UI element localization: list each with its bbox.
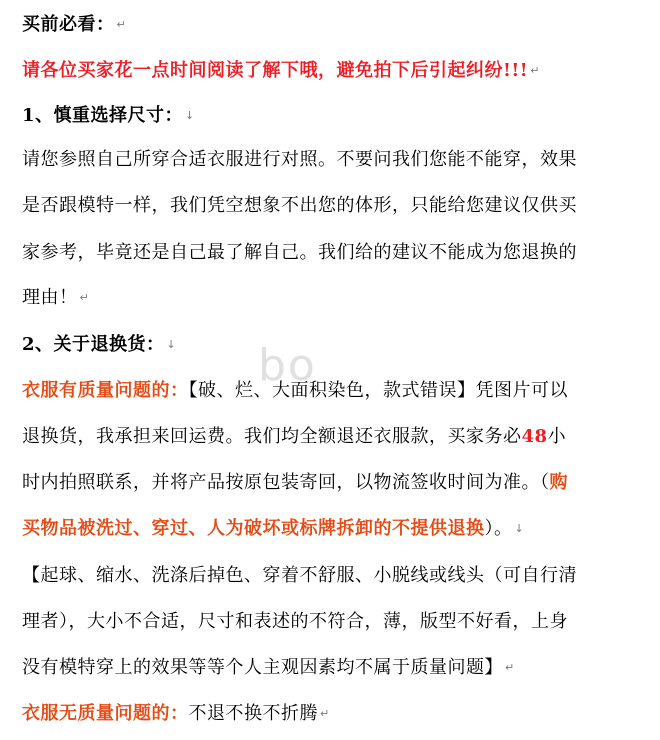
line-break-icon: ↓ <box>166 338 177 351</box>
non-quality-end: 没有模特穿上的效果等等个人主观因素均不属于质量问题】 <box>22 657 503 678</box>
return-paragraph-line <box>22 516 524 542</box>
quality-issue-items: 【破、烂、大面积染色，款式错误】凭图片可以 <box>188 380 568 401</box>
paragraph-mark-icon: ↵ <box>320 707 330 720</box>
non-quality-line <box>22 655 515 681</box>
paragraph-mark-icon: ↵ <box>79 291 90 304</box>
exclusion-highlight: 买物品被洗过、穿过、人为破坏或标牌拆卸的不提供退换 <box>22 518 485 539</box>
paragraph-mark-icon: ↵ <box>116 18 127 31</box>
line-break-icon: ↓ <box>185 109 195 122</box>
return-text: 时内拍照联系，并将产品按原包装寄回，以物流签收时间为准。（ <box>22 472 550 493</box>
no-quality-line <box>22 701 330 727</box>
watermark: bo <box>258 340 317 391</box>
size-paragraph-line <box>22 285 89 311</box>
size-paragraph-line: 是否跟模特一样，我们凭空想象不出您的体形，只能给您建议仅供买 <box>22 195 577 216</box>
size-paragraph-line: 家参考，毕竟还是自己最了解自己。我们给的建议不能成为您退换的 <box>22 242 577 263</box>
return-text: 小 <box>547 426 567 447</box>
size-paragraph-line: 请您参照自己所穿合适衣服进行对照。不要问我们您能不能穿，效果 <box>22 149 577 170</box>
no-quality-text: 不退不换不折腾 <box>188 703 318 724</box>
exclusion-highlight: 购 <box>549 472 568 493</box>
return-heading <box>22 332 176 358</box>
quality-issue-label: 衣服有质量问题的： <box>22 380 189 401</box>
return-paragraph-line <box>22 424 566 450</box>
return-paragraph-line <box>22 470 568 496</box>
non-quality-line: 理者），大小不合适，尺寸和表述的不符合，薄，版型不好看，上身 <box>22 611 568 632</box>
hours-highlight: 48 <box>521 426 548 447</box>
line-break-icon: ↓ <box>514 522 525 535</box>
size-heading-text: 1、慎重选择尺寸： <box>22 105 184 126</box>
size-heading <box>22 103 195 129</box>
paragraph-mark-icon: ↵ <box>530 64 540 77</box>
return-heading-text: 2、关于退换货： <box>22 334 165 355</box>
notice-title-text: 买前必看： <box>22 14 115 35</box>
quality-issue-line <box>22 378 568 404</box>
non-quality-line: 【起球、缩水、洗涤后掉色、穿着不舒服、小脱线或线头（可自行清 <box>22 565 577 586</box>
paragraph-mark-icon: ↵ <box>505 661 515 674</box>
notice-warning <box>22 58 540 84</box>
return-text: ）。 <box>484 518 513 539</box>
size-paragraph-end: 理由！ <box>22 287 78 308</box>
return-text: 退换货，我承担来回运费。我们均全额退还衣服款，买家务必 <box>22 426 522 447</box>
notice-title <box>22 12 126 38</box>
notice-warning-text: 请各位买家花一点时间阅读了解下哦，避免拍下后引起纠纷!!! <box>22 60 529 81</box>
no-quality-label: 衣服无质量问题的： <box>22 703 189 724</box>
